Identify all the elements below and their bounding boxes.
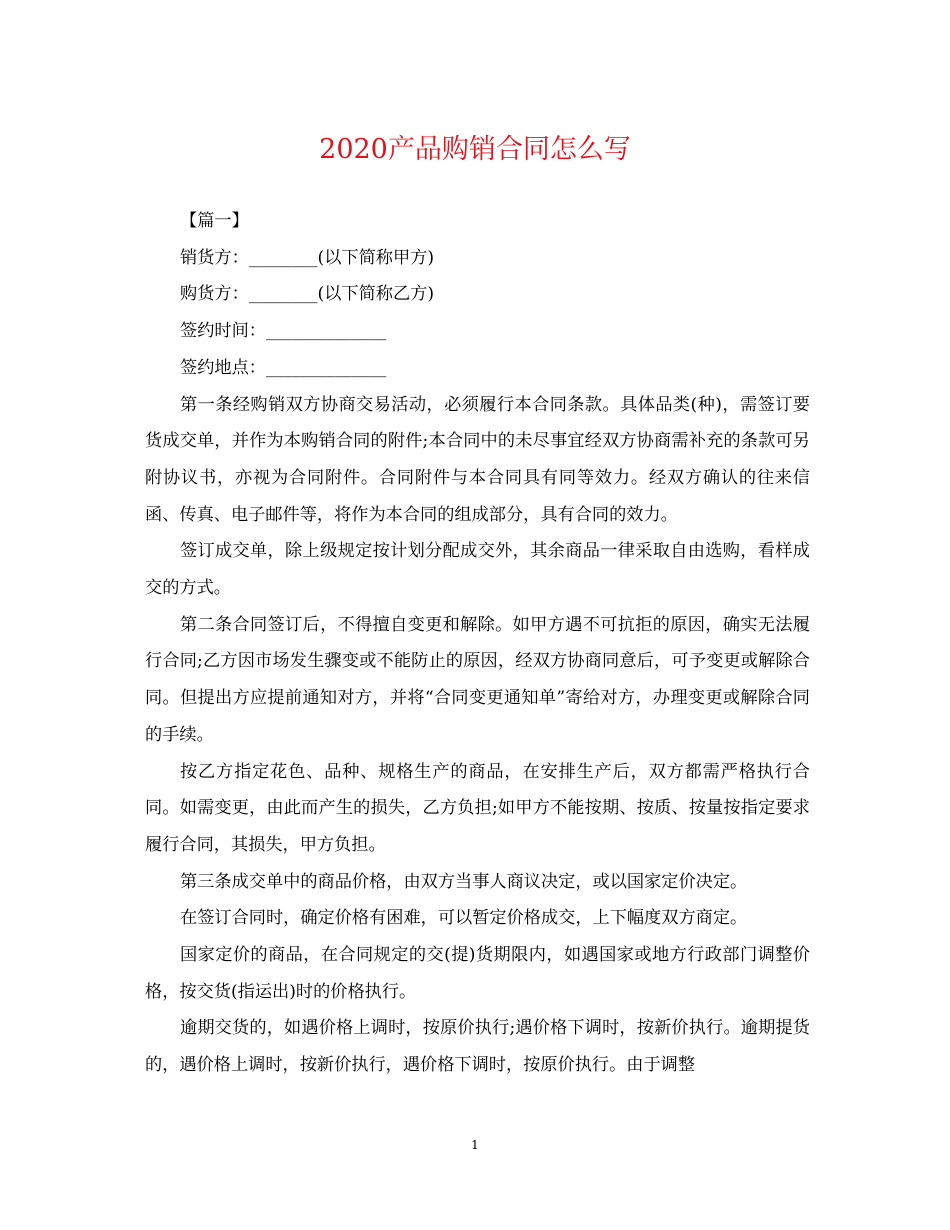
page-number: 1 [471,1138,479,1152]
paragraph-deal-sheet: 签订成交单，除上级规定按计划分配成交外，其余商品一律采取自由选购，看样成交的方式。 [145,541,810,599]
buyer-line: 购货方：________(以下简称乙方) [180,284,435,305]
paragraph-state-price: 国家定价的商品，在合同规定的交(提)货期限内，如遇国家或地方行政部门调整价格，按交货(指运出)时的价格执行。 [145,945,810,1002]
page-title: 2020产品购销合同怎么写 [319,134,631,165]
paragraph-article-2: 第二条合同签订后，不得擅自变更和解除。如甲方遇不可抗拒的原因，确实无法履行合同;乙方因市场发生骤变或不能防止的原因，经双方协商同意后，可予变更或解除合同。但提出方应提前通知对方，并将“合同变更通知单”寄给对方，办理变更或解除合同的手续。 [145,614,810,745]
paragraph-article-1: 第一条经购销双方协商交易活动，必须履行本合同条款。具体品类(种)，需签订要货成交单，并作为本购销合同的附件;本合同中的未尽事宜经双方协商需补充的条款可另附协议书，亦视为合同附件。合同附件与本合同具有同等效力。经双方确认的往来信函、传真、电子邮件等，将作为本合同的组成部分，具有合同的效力。 [145,394,810,525]
contract-body [145,203,810,1084]
paragraph-overdue: 逾期交货的，如遇价格上调时，按原价执行;遇价格下调时，按新价执行。逾期提货的，遇价格上调时，按新价执行，遇价格下调时，按原价执行。由于调整 [145,1018,810,1076]
section-label: 【篇一】 [180,211,249,231]
paragraph-specified-goods: 按乙方指定花色、品种、规格生产的商品，在安排生产后，双方都需严格执行合同。如需变更，由此而产生的损失，乙方负担;如甲方不能按期、按质、按量按指定要求履行合同，其损失，甲方负担。 [145,761,810,855]
paragraph-article-3: 第三条成交单中的商品价格，由双方当事人商议决定，或以国家定价决定。 [180,871,748,892]
seller-line: 销货方：________(以下简称甲方) [180,247,435,268]
paragraph-provisional-price: 在签订合同时，确定价格有困难，可以暂定价格成交，上下幅度双方商定。 [180,908,748,929]
sign-time-line: 签约时间：______________ [180,321,387,342]
sign-place-line: 签约地点：______________ [180,357,387,378]
